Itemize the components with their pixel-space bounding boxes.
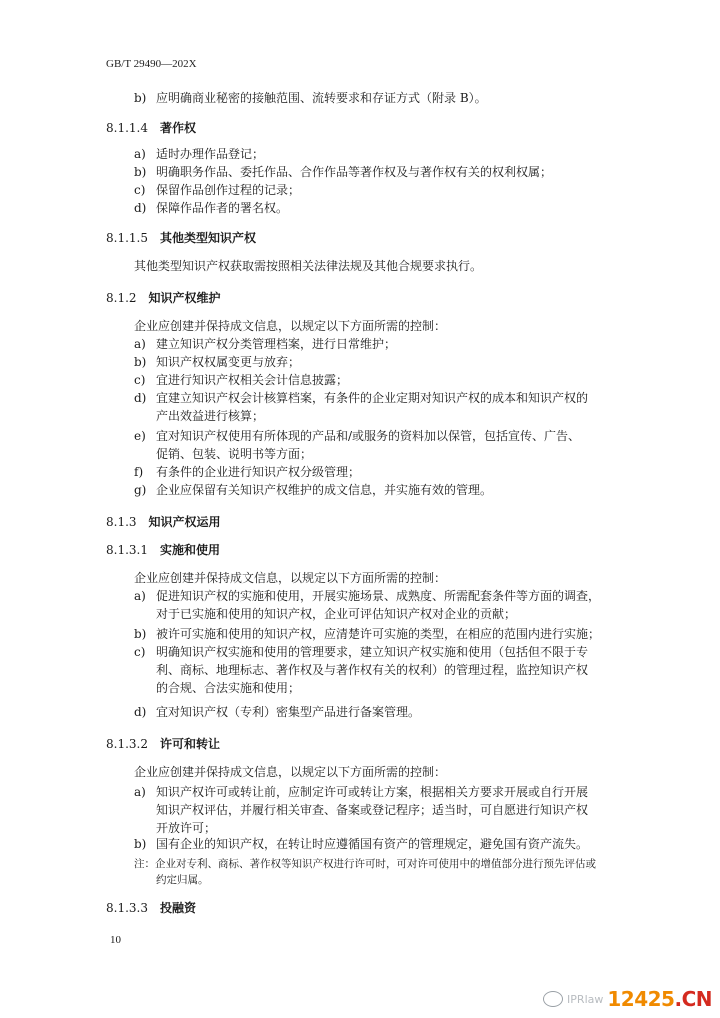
list-item-text: 宜对知识产权使用有所体现的产品和/或服务的资料加以保管，包括宣传、广告、 [156,429,581,443]
section-number: 8.1.3.1 [106,543,148,557]
list-marker: a) [134,147,146,161]
list-item-text: 宜对知识产权（专利）密集型产品进行备案管理。 [156,705,421,719]
list-item-text: 保留作品创作过程的记录； [156,183,301,197]
site-logo-dot: . [674,987,682,1011]
list-marker: b) [134,837,147,851]
list-item-text: 国有企业的知识产权，在转让时应遵循国有资产的管理规定，避免国有资产流失。 [156,837,589,851]
list-item [134,390,588,406]
list-marker: g) [134,483,147,497]
list-item-text: 促进知识产权的实施和使用，开展实施场景、成熟度、所需配套条件等方面的调查， [156,589,601,603]
list-item-text: 知识产权许可或转让前，应制定许可或转让方案，根据相关方要求开展或自行开展 [156,785,589,799]
list-item-text: 应明确商业秘密的接触范围、流转要求和存证方式（附录 B）。 [156,91,487,105]
section-title: 实施和使用 [159,543,220,557]
list-item-text: 建立知识产权分类管理档案，进行日常维护； [156,337,397,351]
section-title: 投融资 [159,901,196,915]
list-item-continuation: 开放许可； [156,821,217,835]
list-marker: f) [134,465,144,479]
paragraph: 其他类型知识产权获取需按照相关法律法规及其他合规要求执行。 [134,259,483,273]
section-heading [106,514,221,530]
section-number: 8.1.3.3 [106,901,148,915]
list-item-continuation: 的合规、合法实施和使用； [156,681,301,695]
list-marker: c) [134,645,146,659]
wechat-icon [543,991,563,1007]
list-item [134,90,487,106]
site-logo [607,987,712,1011]
list-marker: b) [134,91,147,105]
section-number: 8.1.3.2 [106,737,148,751]
paragraph: 企业应创建并保持成文信息，以规定以下方面所需的控制： [134,765,447,779]
list-item [134,372,348,388]
section-number: 8.1.1.4 [106,121,148,135]
watermark-faint-text: IPRlaw [567,992,604,1006]
list-item-continuation: 对于已实施和使用的知识产权，企业可评估知识产权对企业的贡献； [156,607,517,621]
list-item-text: 有条件的企业进行知识产权分级管理； [156,465,361,479]
list-item [134,704,420,720]
list-marker: c) [134,183,146,197]
note: 注：企业对专利、商标、著作权等知识产权进行许可时，可对许可使用中的增值部分进行预先评估或 [134,858,596,870]
list-item [134,588,600,604]
list-item [134,200,288,216]
list-item [134,336,396,352]
list-marker: a) [134,589,146,603]
section-number: 8.1.3 [106,515,137,529]
list-marker: e) [134,429,146,443]
list-item [134,428,580,444]
section-title: 著作权 [159,121,196,135]
list-item [134,146,264,162]
section-heading [106,230,256,246]
list-marker: a) [134,337,146,351]
list-marker: d) [134,705,147,719]
site-logo-tld: CN [681,987,712,1011]
list-item [134,784,588,800]
document-code: GB/T 29490—202X [106,58,197,70]
list-item-text: 明确知识产权实施和使用的管理要求，建立知识产权实施和使用（包括但不限于专 [156,645,589,659]
list-item-text: 宜建立知识产权会计核算档案，有条件的企业定期对知识产权的成本和知识产权的 [156,391,589,405]
list-item [134,354,300,370]
section-title: 知识产权运用 [148,515,221,529]
section-title: 其他类型知识产权 [159,231,256,245]
list-item-continuation: 知识产权评估，并履行相关审查、备案或登记程序；适当时，可自愿进行知识产权 [156,803,589,817]
section-number: 8.1.1.5 [106,231,148,245]
list-item-text: 保障作品作者的署名权。 [156,201,289,215]
list-marker: d) [134,201,147,215]
list-item-continuation: 利、商标、地理标志、著作权及与著作权有关的权利）的管理过程，监控知识产权 [156,663,589,677]
site-logo-number: 12425 [607,987,675,1011]
list-marker: b) [134,165,147,179]
list-item-text: 明确职务作品、委托作品、合作作品等著作权及与著作权有关的权利权属； [156,165,553,179]
section-heading [106,542,220,558]
list-marker: a) [134,785,146,799]
list-item-text: 知识产权权属变更与放弃； [156,355,301,369]
list-item-text: 适时办理作品登记； [156,147,265,161]
section-heading [106,736,220,752]
list-item [134,464,360,480]
section-number: 8.1.2 [106,291,137,305]
list-marker: c) [134,373,146,387]
list-item-text: 宜进行知识产权相关会计信息披露； [156,373,349,387]
list-item [134,182,300,198]
section-heading [106,900,196,916]
list-item-continuation: 促销、包装、说明书等方面； [156,447,313,461]
list-item [134,644,588,660]
section-heading [106,120,196,136]
list-item [134,836,588,852]
section-heading [106,290,221,306]
list-item-text: 企业应保留有关知识产权维护的成文信息，并实施有效的管理。 [156,483,493,497]
list-item [134,164,552,180]
list-marker: b) [134,355,147,369]
list-item [134,626,600,642]
page-number: 10 [110,934,121,946]
list-item-continuation: 产出效益进行核算； [156,409,265,423]
note-continuation: 约定归属。 [156,874,209,886]
list-item-text: 被许可实施和使用的知识产权，应清楚许可实施的类型，在相应的范围内进行实施； [156,627,601,641]
section-title: 知识产权维护 [148,291,221,305]
site-watermark [543,986,712,1012]
paragraph: 企业应创建并保持成文信息，以规定以下方面所需的控制： [134,319,447,333]
paragraph: 企业应创建并保持成文信息，以规定以下方面所需的控制： [134,571,447,585]
list-marker: d) [134,391,147,405]
list-marker: b) [134,627,147,641]
list-item [134,482,492,498]
section-title: 许可和转让 [159,737,220,751]
